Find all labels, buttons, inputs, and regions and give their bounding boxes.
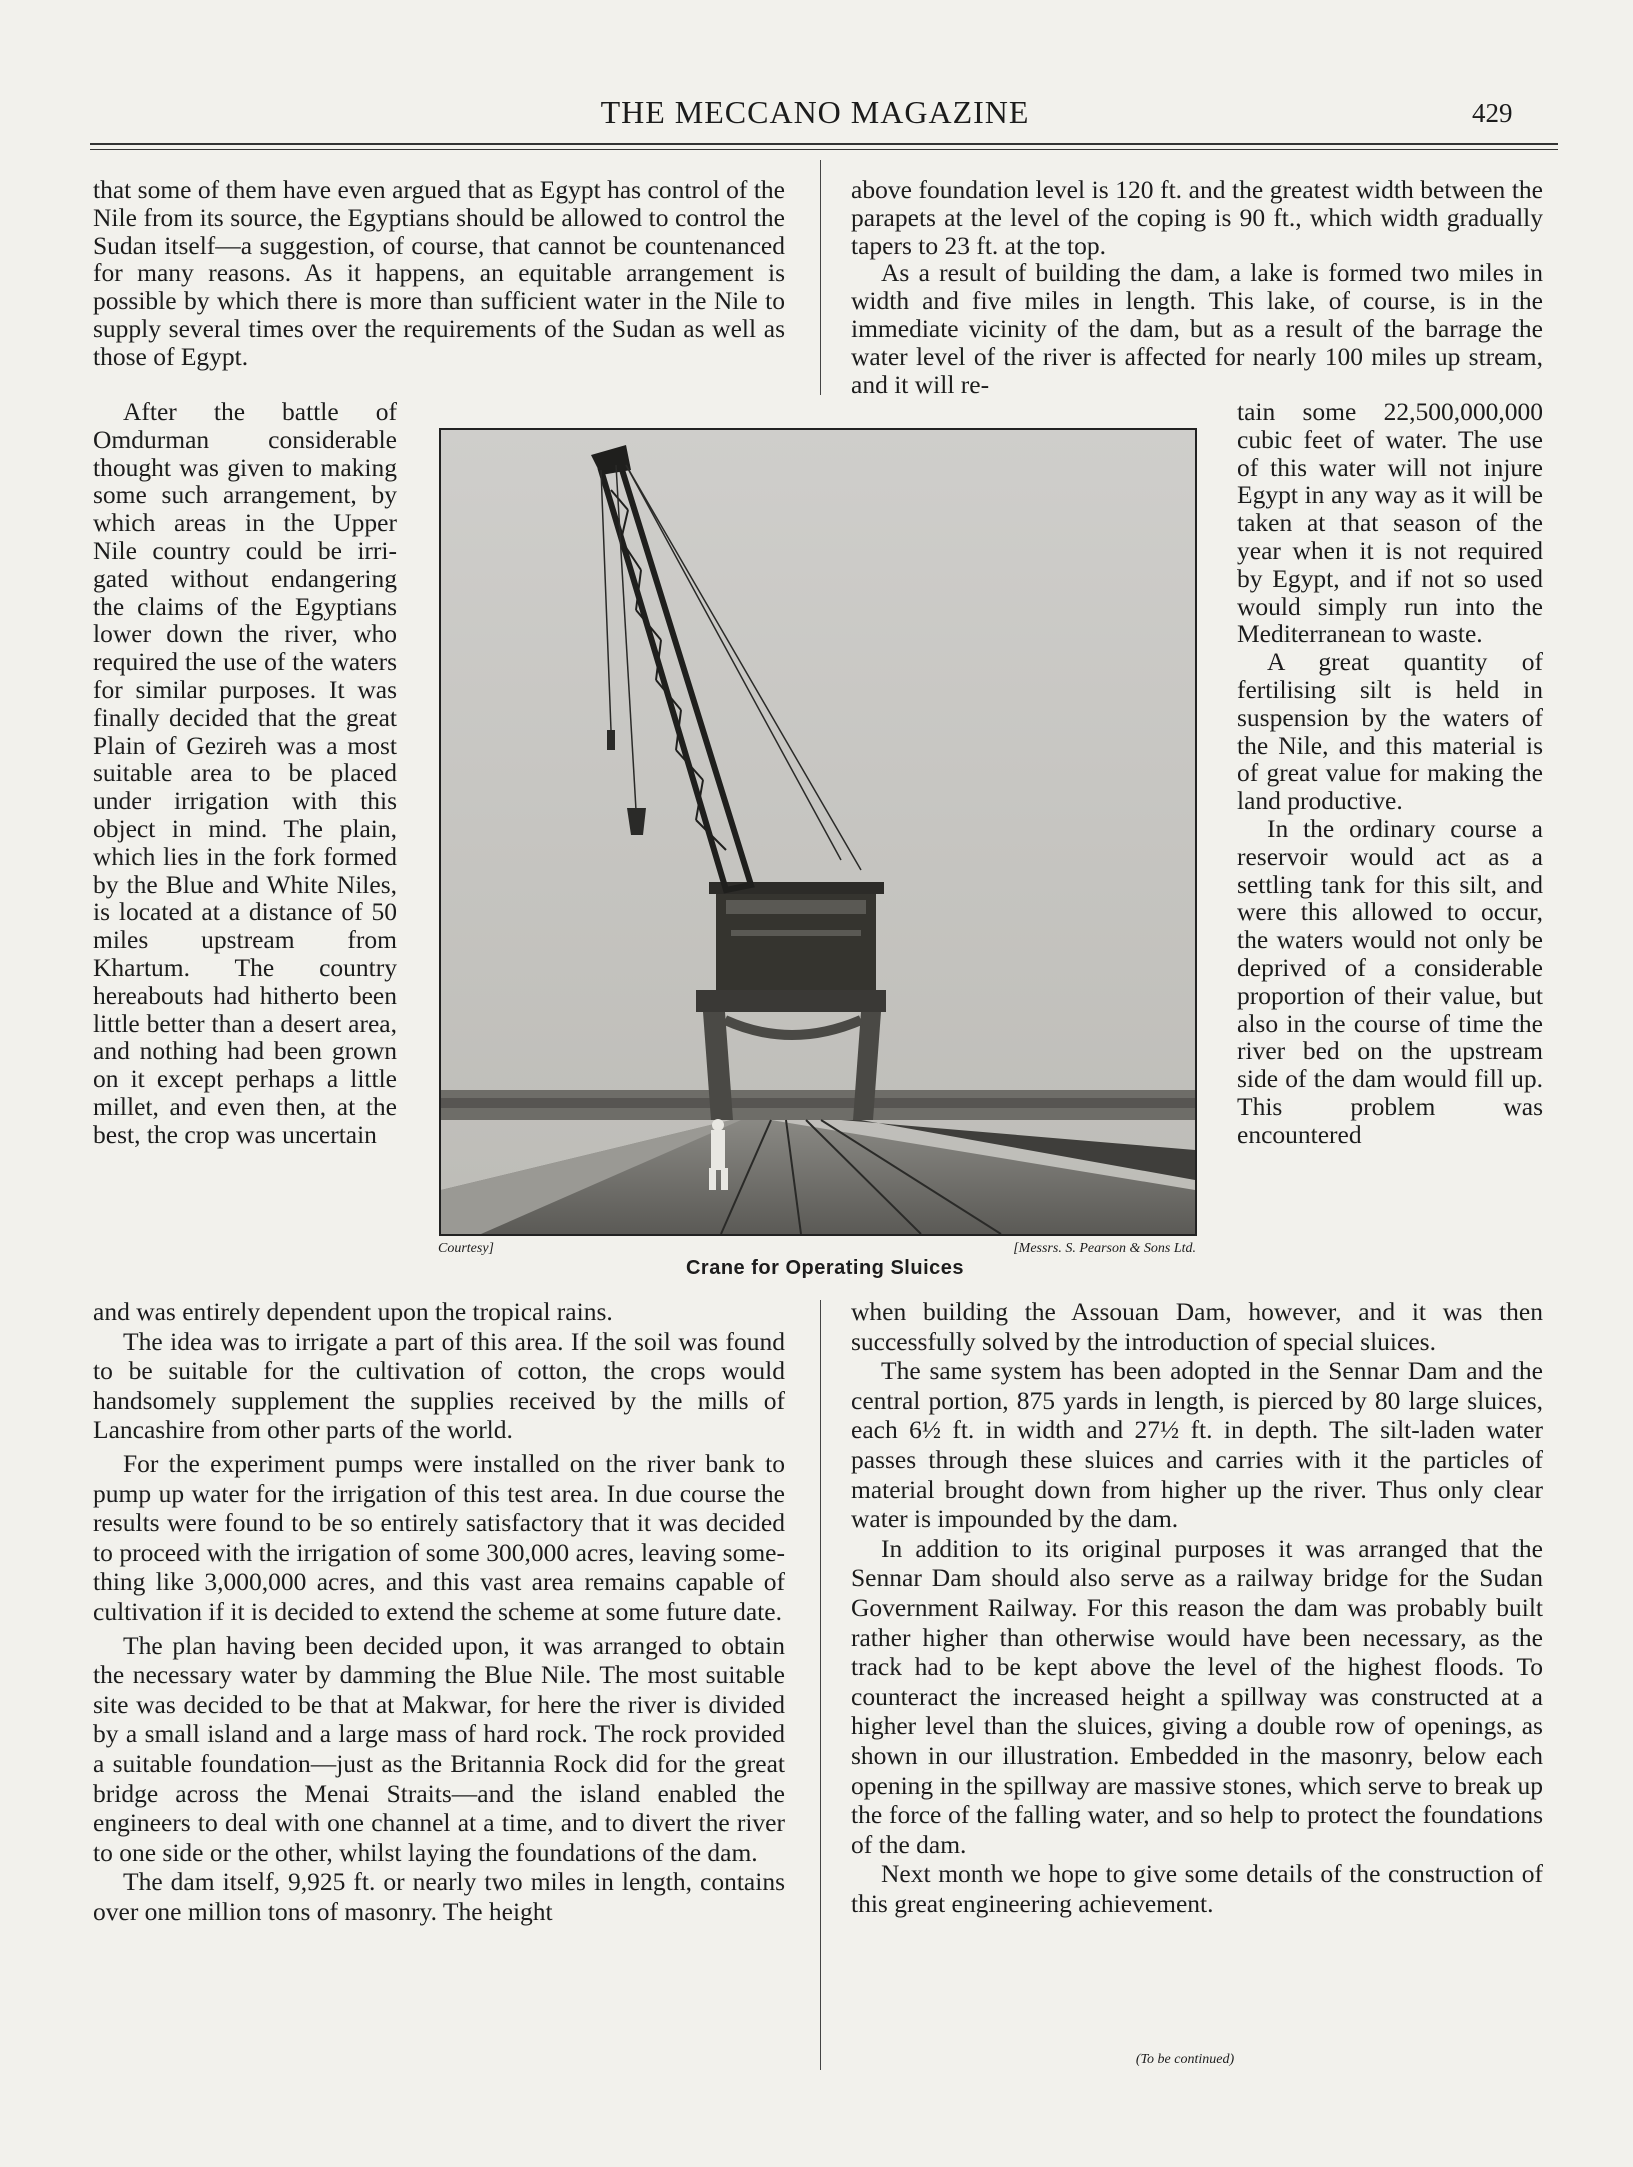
paragraph: As a result of building the dam, a lake is formed two miles in width and five miles in length. This lake, of course, is in the immediate vicinity of the dam, but as a result of the barrage the water level of the river is affected for nearly 100 miles up stream, and it will re- xyxy=(851,258,1543,399)
paragraph: The same system has been adopted in the Sennar Dam and the central portion, 875 yards in length, is pierced by 80 large sluices, each 6½ ft. in width and 27½ ft. in depth. The silt-laden water passes through these sluices and carries with it the particles of material brought down from higher up the river. Thus only clear water is impounded by the dam. xyxy=(851,1356,1543,1534)
paragraph: A great quantity of fertilising silt is held in suspension by the waters of the Nile, and this material is of great value for making the land productive. xyxy=(1237,647,1543,816)
paragraph: The dam itself, 9,925 ft. or nearly two miles in length, contains over one million tons of masonry. The height xyxy=(93,1867,785,1926)
paragraph: The plan having been decided upon, it was arranged to obtain the necessary water by damming the Blue Nile. The most suitable site was decided to be that at Makwar, for here the river is divided by a small island and a large mass of hard rock. The rock provided a suitable foundation—just as the Britannia Rock did for the great bridge across the Menai Straits—and the island enabled the engineers to deal with one channel at a time, and to divert the river to one side or the other, whilst laying the foundations of the dam. xyxy=(93,1630,785,1867)
column-divider-top xyxy=(820,160,821,395)
paragraph: After the battle of Omdurman considerable thought was given to making some such arrangement, by which areas in the Upper Nile country could be irrigated without endangering the claims of the Egyptians lower down the river, who required the use of the waters for similar purposes. It was finally decided that the great Plain of Gezireh was a most suitable area to be placed under irrigation with this object in mind. The plain, which lies in the fork formed by the Blue and White Niles, is located at a distance of 50 miles upstream from Khartum. The country hereabouts had hitherto been little better than a desert area, and nothing had been grown on it except perhaps a little millet, and even then, at the best, the crop was uncertain xyxy=(93,397,397,1149)
paragraph: Next month we hope to give some details of the construction of this great engineering achievement. xyxy=(851,1859,1543,1918)
left-column-narrow xyxy=(93,398,397,1149)
paragraph: The idea was to irrigate a part of this area. If the soil was found to be suitable for the cultivation of cotton, the crops would handsomely supplement the supplies received by the mills of Lancashire from other parts of the world. xyxy=(93,1326,785,1445)
header-rule xyxy=(90,143,1558,145)
paragraph: For the experiment pumps were installed on the river bank to pump up water for the irrigation of this test area. In due course the results were found to be so entirely satisfactory that it was decided to proceed with the irrigation of some 300,000 acres, leaving something like 3,000,000 acres, and this vast area remains capable of cultivation if it is decided to extend the scheme at some future date. xyxy=(93,1448,785,1626)
paragraph: In the ordinary course a reservoir would act as a settling tank for this silt, and were this allowed to occur, the waters would not only be deprived of a considerable proportion of their value, but also in the course of time the river bed on the upstream side of the dam would fill up. This problem was encountered xyxy=(1237,813,1543,1149)
column-divider-bottom xyxy=(820,1300,821,2070)
right-column-top xyxy=(851,176,1543,398)
magazine-title: THE MECCANO MAGAZINE xyxy=(600,94,1030,130)
figure-caption: Crane for Operating Sluices xyxy=(685,1257,964,1279)
left-column-bottom xyxy=(93,1297,785,1926)
paragraph: above foundation level is 120 ft. and the greatest width between the parapets at the level of the coping is 90 ft., which width gradually tapers to 23 ft. at the top. xyxy=(851,175,1543,260)
right-column-narrow xyxy=(1237,398,1543,1149)
right-column-bottom xyxy=(851,1297,1543,1918)
crane-illustration xyxy=(441,430,1195,1234)
paragraph: tain some 22,500,000,000 cubic feet of water. The use of this water will not injure Egypt in any way as it will be taken at that season of the year when it is not required by Egypt, and if not so used would simply run into the Mediterranean to waste. xyxy=(1237,397,1543,649)
paragraph: when building the Assouan Dam, however, and it was then successfully solved by the introduction of special sluices. xyxy=(851,1297,1543,1356)
to-be-continued: (To be continued) xyxy=(1135,2052,1235,2067)
header-rule-thin xyxy=(90,149,1558,150)
paragraph: and was entirely dependent upon the tropical rains. xyxy=(93,1297,613,1326)
photo-credit-right: [Messrs. S. Pearson & Sons Ltd. xyxy=(1013,1241,1196,1256)
crane-photograph xyxy=(439,428,1197,1236)
page-number: 429 xyxy=(1472,98,1513,128)
paragraph: that some of them have even argued that as Egypt has control of the Nile from its source, the Egyptians should be allowed to control the Sudan itself—a suggestion, of course, that cannot be countenanced for many reasons. As it happens, an equitable arrangement is possible by which there is more than sufficient water in the Nile to supply several times over the requirements of the Sudan as well as those of Egypt. xyxy=(93,175,785,371)
paragraph: In addition to its original purposes it was arranged that the Sennar Dam should also serve as a railway bridge for the Sudan Government Railway. For this reason the dam was probably built rather higher than otherwise would have been necessary, as the track had to be kept above the level of the highest floods. To counteract the increased height a spillway was constructed at a higher level than the sluices, giving a double row of openings, as shown in our illustration. Embedded in the masonry, below each opening in the spillway are massive stones, which serve to break up the force of the falling water, and so help to protect the foundations of the dam. xyxy=(851,1533,1543,1859)
left-column-top xyxy=(93,176,785,371)
photo-credit-left: Courtesy] xyxy=(438,1241,494,1256)
